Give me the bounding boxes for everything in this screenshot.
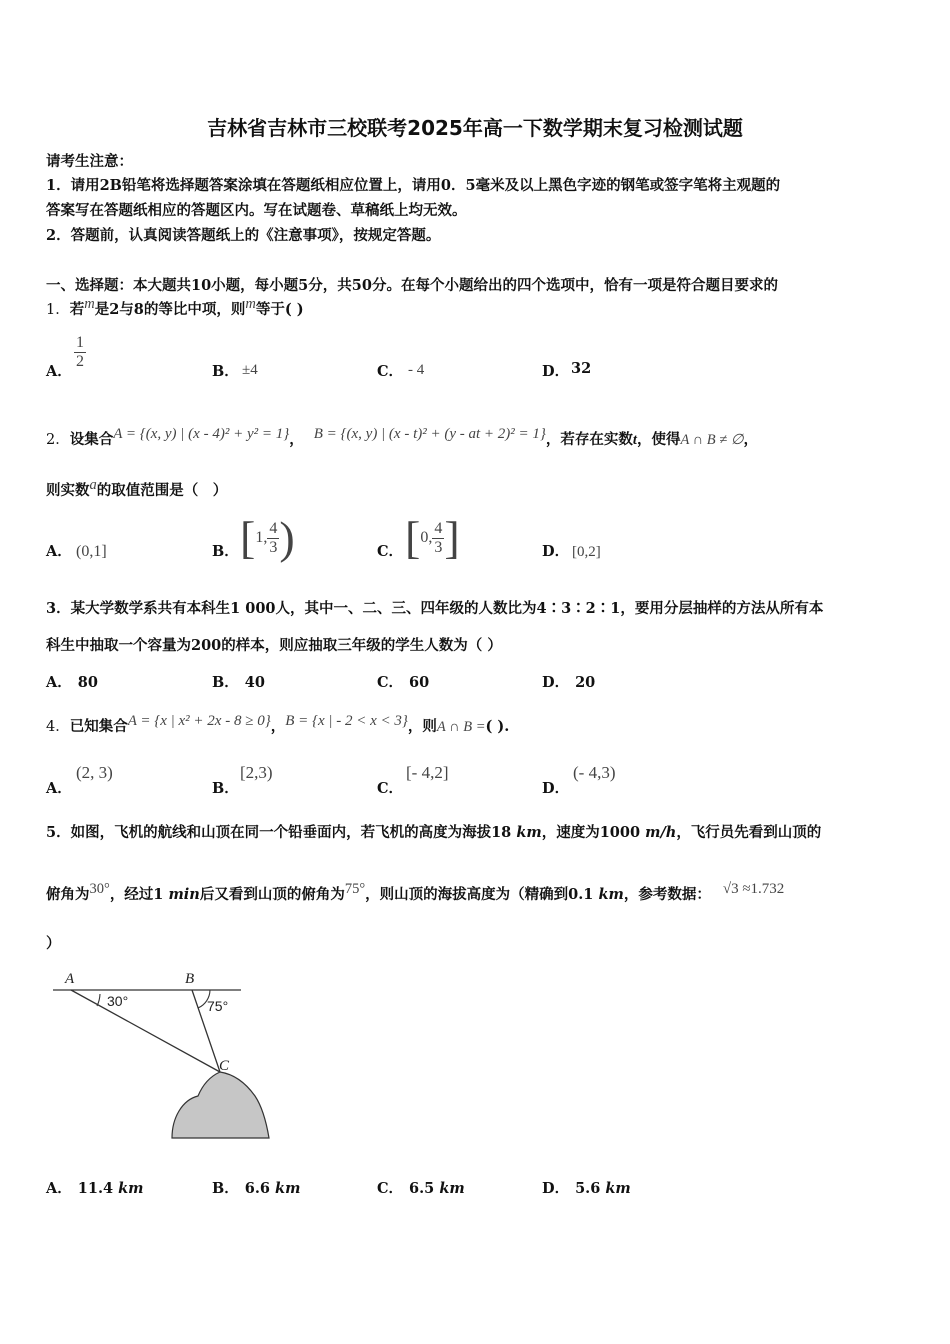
- q1-a-numerator: 1: [76, 334, 84, 351]
- q2-text-1: 设集合: [69, 431, 114, 448]
- q5-option-b[interactable]: [212, 1177, 300, 1198]
- q1-option-c-label[interactable]: C．: [377, 363, 404, 380]
- q5-unit-mh: m/h: [645, 824, 677, 841]
- q4-number: 4．: [46, 719, 70, 735]
- q5-option-b-unit: km: [275, 1180, 301, 1197]
- q1-text-2: 是2与8的等比中项，则: [94, 301, 246, 318]
- q2-option-c-value: [0, $\frac{4}{3}$ ]: [405, 512, 460, 563]
- q2-b-left: 1,: [255, 529, 268, 546]
- q5-sqrt-reference: √3 ≈1.732: [722, 881, 785, 897]
- notice-heading: 请考生注意：: [46, 153, 133, 170]
- q1-option-a-label[interactable]: A．: [46, 363, 72, 380]
- q2-var-a: a: [89, 477, 97, 493]
- q4-separator: ，: [270, 718, 286, 735]
- q5-unit-km: km: [516, 824, 542, 841]
- notice-line-1b: 答案写在答题纸相应的答题区内。写在试题卷、草稿纸上均无效。: [46, 202, 467, 219]
- q5-option-d-value: 5.6: [575, 1180, 606, 1197]
- q4-option-b-label[interactable]: B．: [212, 780, 239, 797]
- point-a-label: A: [65, 971, 75, 987]
- q3-option-d-label: D．: [542, 674, 570, 691]
- point-c-label: C: [219, 1058, 230, 1074]
- q2-set-b: B = {(x, y) | (x - t)² + (y - at + 2)² = 1}: [313, 426, 546, 442]
- q5-text-2: ，速度为1000: [541, 824, 646, 841]
- q1-number: 1．: [46, 302, 70, 318]
- q2-condition: A ∩ B ≠ ∅: [680, 432, 744, 448]
- q3-option-a-value: 80: [77, 674, 98, 691]
- question-2-line-2: [46, 477, 228, 501]
- q2-text-4: ，: [743, 431, 758, 448]
- q3-option-b[interactable]: [212, 671, 265, 692]
- question-2: [46, 426, 758, 450]
- q5-unit-min: min: [168, 886, 200, 903]
- q3-option-d-value: 20: [575, 674, 596, 691]
- q4-option-c-value: [- 4,2]: [406, 763, 449, 782]
- q5-unit-km-2: km: [598, 886, 624, 903]
- q3-option-c-value: 60: [409, 674, 430, 691]
- question-4: [46, 713, 510, 737]
- q2-b-denominator: 3: [269, 538, 278, 556]
- angle-30-label: 30°: [107, 993, 129, 1009]
- q5-option-d[interactable]: [542, 1177, 631, 1198]
- q4-option-a-value: (2, 3): [76, 763, 113, 782]
- q3-option-d[interactable]: [542, 671, 595, 692]
- q5-text-8: ，参考数据：: [623, 886, 711, 903]
- q1-text-3: 等于( ): [255, 301, 304, 318]
- q5-option-a[interactable]: [46, 1177, 144, 1198]
- q5-text-7: ，则山顶的海拔高度为（精确到0.1: [365, 886, 599, 903]
- q4-option-d-value: (- 4,3): [573, 763, 616, 782]
- q4-expression: A ∩ B =: [436, 719, 486, 735]
- q1-option-a-value: [74, 334, 86, 371]
- q5-option-a-unit: km: [118, 1180, 144, 1197]
- q3-option-a-label: A．: [46, 674, 72, 691]
- q2-option-a-label[interactable]: A．: [46, 543, 72, 560]
- q2-line2-text-2: 的取值范围是（ ）: [96, 482, 228, 499]
- q3-option-b-label: B．: [212, 674, 239, 691]
- q1-option-c-value: - 4: [408, 362, 425, 378]
- q5-option-b-value: 6.6: [244, 1180, 276, 1197]
- q1-text-1: 若: [69, 301, 85, 318]
- q1-a-denominator: 2: [76, 353, 84, 370]
- section-heading: 一、选择题：本大题共10小题，每小题5分，共50分。在每个小题给出的四个选项中，恰有一项是符合题目要求的: [46, 277, 778, 294]
- q5-option-b-label: B．: [212, 1180, 239, 1197]
- q4-option-a-label[interactable]: A．: [46, 780, 72, 797]
- q2-set-a: A = {(x, y) | (x - 4)² + y² = 1}: [113, 426, 290, 442]
- question-1: [46, 296, 304, 320]
- q3-line-1: 3．某大学数学系共有本科生1 000人，其中一、二、三、四年级的人数比为4∶3∶2∶1，要用分层抽样的方法从所有本: [46, 600, 824, 617]
- q4-set-a: A = {x | x² + 2x - 8 ≥ 0}: [127, 713, 271, 729]
- q4-set-b: B = {x | - 2 < x < 3}: [285, 713, 408, 729]
- q2-option-c-label[interactable]: C．: [377, 543, 404, 560]
- q5-option-c-value: 6.5: [409, 1180, 440, 1197]
- q4-text-3: ( ).: [485, 718, 510, 735]
- q5-option-c-unit: km: [439, 1180, 465, 1197]
- q3-option-a[interactable]: [46, 671, 98, 692]
- q4-option-b-value: [2,3): [240, 763, 273, 782]
- q5-figure: [45, 966, 280, 1144]
- mountain-shape: [172, 1072, 269, 1138]
- q2-option-a-value: (0,1]: [76, 543, 107, 560]
- q5-option-c[interactable]: [377, 1177, 465, 1198]
- q2-option-b-label[interactable]: B．: [212, 543, 239, 560]
- q3-option-c-label: C．: [377, 674, 404, 691]
- q2-c-denominator: 3: [434, 538, 443, 556]
- q1-var-m: m: [84, 296, 95, 312]
- notice-line-2: 2．答题前，认真阅读答题纸上的《注意事项》，按规定答题。: [46, 227, 441, 244]
- q3-option-b-value: 40: [244, 674, 265, 691]
- q5-text-1: 5．如图，飞机的航线和山顶在同一个铅垂面内，若飞机的高度为海拔18: [46, 824, 517, 841]
- q2-option-d-value: [0,2]: [572, 544, 601, 560]
- q5-option-c-label: C．: [377, 1180, 404, 1197]
- page-title: 吉林省吉林市三校联考2025年高一下数学期末复习检测试题: [207, 116, 743, 140]
- q2-number: 2．: [46, 432, 70, 448]
- q2-option-b-value: [1, $\frac{4}{3}$ ): [240, 512, 295, 563]
- q2-var-t: t: [632, 432, 637, 448]
- q5-option-a-value: 11.4: [77, 1180, 119, 1197]
- q5-line-2: [46, 881, 785, 905]
- q1-option-d-value: 32: [571, 360, 592, 377]
- q1-option-b-value: ±4: [242, 362, 258, 378]
- q5-option-d-unit: km: [605, 1180, 631, 1197]
- q1-option-d-label[interactable]: D．: [542, 363, 570, 380]
- q2-line2-text-1: 则实数: [46, 482, 90, 499]
- q1-option-b-label[interactable]: B．: [212, 363, 239, 380]
- q5-line-1: [46, 823, 821, 843]
- q5-angle-30: 30°: [89, 881, 110, 897]
- q5-option-a-label: A．: [46, 1180, 72, 1197]
- q3-option-c[interactable]: [377, 671, 429, 692]
- q4-text-1: 已知集合: [69, 718, 128, 735]
- q3-line-2: 科生中抽取一个容量为200的样本，则应抽取三年级的学生人数为（ ）: [46, 637, 502, 654]
- q5-text-4: 俯角为: [46, 886, 90, 903]
- q2-b-numerator: 4: [269, 519, 278, 537]
- sightline-a-c: [71, 990, 220, 1072]
- q5-text-5: ，经过1: [109, 886, 169, 903]
- q5-line-3: ）: [46, 935, 61, 952]
- q2-text-2: ，若存在实数: [545, 431, 633, 448]
- q5-option-d-label: D．: [542, 1180, 570, 1197]
- q1-var-m-2: m: [245, 296, 256, 312]
- q2-separator: ，: [289, 431, 304, 448]
- q4-text-2: ，则: [407, 718, 437, 735]
- angle-75-label: 75°: [207, 998, 229, 1014]
- q2-option-d-label[interactable]: D．: [542, 543, 570, 560]
- point-b-label: B: [185, 971, 195, 987]
- q5-text-6: 后又看到山顶的俯角为: [199, 886, 345, 903]
- q2-c-left: 0,: [420, 529, 433, 546]
- q5-text-3: ，飞行员先看到山顶的: [676, 824, 822, 841]
- q2-c-numerator: 4: [434, 519, 443, 537]
- q4-option-c-label[interactable]: C．: [377, 780, 404, 797]
- q5-angle-75: 75°: [344, 881, 366, 897]
- q4-option-d-label[interactable]: D．: [542, 780, 570, 797]
- angle-arc-30: [97, 994, 100, 1006]
- notice-line-1a: 1．请用2B铅笔将选择题答案涂填在答题纸相应位置上，请用0．5毫米及以上黑色字迹的钢笔或签字笔将主观题的: [46, 177, 781, 194]
- q2-text-3: ，使得: [636, 431, 681, 448]
